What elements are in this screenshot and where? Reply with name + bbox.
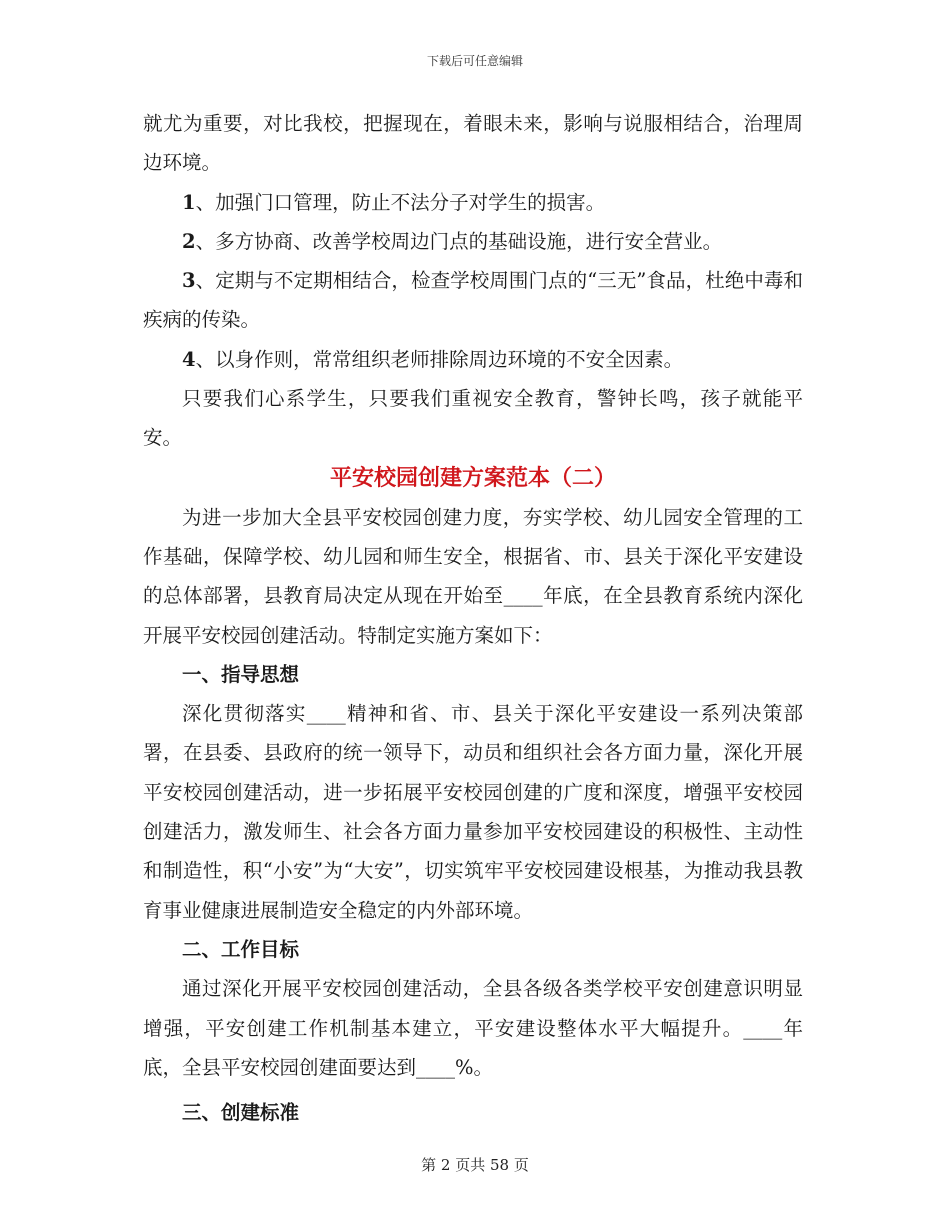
list-item-number: 4 <box>182 347 196 371</box>
list-item <box>143 340 803 379</box>
heading-creation-standards: 三、创建标准 <box>182 1101 300 1125</box>
list-item-number: 2 <box>182 229 196 253</box>
paragraph-work-goals: 通过深化开展平安校园创建活动，全县各级各类学校平安创建意识明显增强，平安创建工作机制基本建立，平安建设整体水平大幅提升。____年底，全县平安校园创建面要达到____%。 <box>143 977 803 1079</box>
paragraph-closing: 只要我们心系学生，只要我们重视安全教育，警钟长鸣，孩子就能平安。 <box>143 387 803 450</box>
list-item-number: 1 <box>182 190 196 214</box>
page-header: 下载后可任意编辑 <box>426 54 523 68</box>
list-item-text: 、以身作则，常常组织老师排除周边环境的不安全因素。 <box>195 347 684 371</box>
page-footer: 第 2 页共 58 页 <box>421 1156 529 1174</box>
list-item-text: 、加强门口管理，防止不法分子对学生的损害。 <box>195 190 606 214</box>
list-item <box>143 222 803 261</box>
list-item <box>143 261 803 340</box>
list-item <box>143 183 803 222</box>
paragraph-section-intro: 为进一步加大全县平安校园创建力度，夯实学校、幼儿园安全管理的工作基础，保障学校、幼儿园和师生安全，根据省、市、县关于深化平安建设的总体部署，县教育局决定从现在开始至____年底，在全县教育系统内深化开展平安校园创建活动。特制定实施方案如下： <box>143 505 803 647</box>
paragraph-intro: 就尤为重要，对比我校，把握现在，着眼未来，影响与说服相结合，治理周边环境。 <box>143 112 803 175</box>
heading-work-goals: 二、工作目标 <box>182 937 300 961</box>
heading-guiding-ideology: 一、指导思想 <box>182 662 300 686</box>
document-body <box>143 104 803 1132</box>
list-item-number: 3 <box>182 269 196 293</box>
list-item-text: 、多方协商、改善学校周边门点的基础设施，进行安全营业。 <box>195 229 723 253</box>
list-item-text: 、定期与不定期相结合，检查学校周围门点的“三无”食品，杜绝中毒和疾病的传染。 <box>143 269 803 332</box>
section-title: 平安校园创建方案范本（二） <box>329 464 616 491</box>
paragraph-guiding-ideology: 深化贯彻落实____精神和省、市、县关于深化平安建设一系列决策部署，在县委、县政府的统一领导下，动员和组织社会各方面力量，深化开展平安校园创建活动，进一步拓展平安校园创建的广度和深度，增强平安校园创建活力，激发师生、社会各方面力量参加平安校园建设的积极性、主动性和制造性，积“小安”为“大安”，切实筑牢平安校园建设根基，为推动我县教育事业健康进展制造安全稳定的内外部环境。 <box>143 702 803 922</box>
